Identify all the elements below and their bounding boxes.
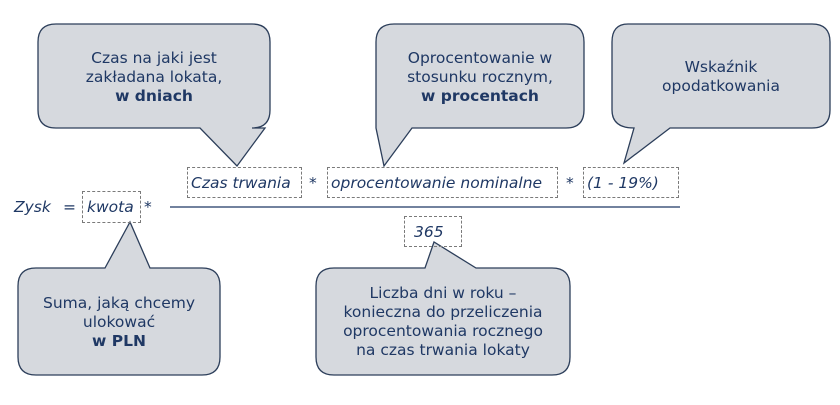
- callout-interest-line3: w procentach: [421, 86, 539, 105]
- callout-amount-line1: Suma, jaką chcemy: [43, 293, 195, 312]
- callout-tax-text: [614, 28, 828, 126]
- formula-equals: =: [63, 198, 76, 216]
- callout-interest-text: [378, 28, 582, 126]
- callout-tax-line1: Wskaźnik: [684, 58, 758, 76]
- formula-amount: kwota: [87, 198, 134, 216]
- callout-duration-line3: w dniach: [115, 86, 193, 105]
- callout-duration-text: [40, 28, 268, 126]
- formula-times-1: *: [144, 198, 152, 216]
- formula-times-2: *: [309, 174, 317, 192]
- formula-duration: Czas trwania: [191, 174, 291, 192]
- callout-amount-line2: ulokować: [82, 312, 156, 331]
- formula-interest: oprocentowanie nominalne: [331, 174, 543, 192]
- callout-days-line3: oprocentowania rocznego: [343, 322, 543, 340]
- callout-duration-line2: zakładana lokata,: [85, 67, 223, 86]
- callout-duration-line1: Czas na jaki jest: [91, 48, 217, 67]
- formula-tax: (1 - 19%): [587, 174, 659, 192]
- formula-denominator: 365: [414, 223, 444, 241]
- callout-days-line1: Liczba dni w roku –: [369, 284, 517, 302]
- formula-times-3: *: [566, 174, 574, 192]
- callout-interest-line2: stosunku rocznym,: [407, 67, 553, 86]
- formula-lhs: Zysk: [14, 198, 51, 216]
- callout-amount-line3: w PLN: [92, 331, 146, 350]
- callout-days-line2: konieczna do przeliczenia: [343, 303, 543, 321]
- callout-interest-line1: Oprocentowanie w: [407, 48, 553, 67]
- callout-amount-text: [20, 272, 218, 372]
- callout-days-text: [318, 272, 568, 372]
- callout-tax-line2: opodatkowania: [662, 77, 780, 95]
- callout-days-line4: na czas trwania lokaty: [356, 341, 530, 359]
